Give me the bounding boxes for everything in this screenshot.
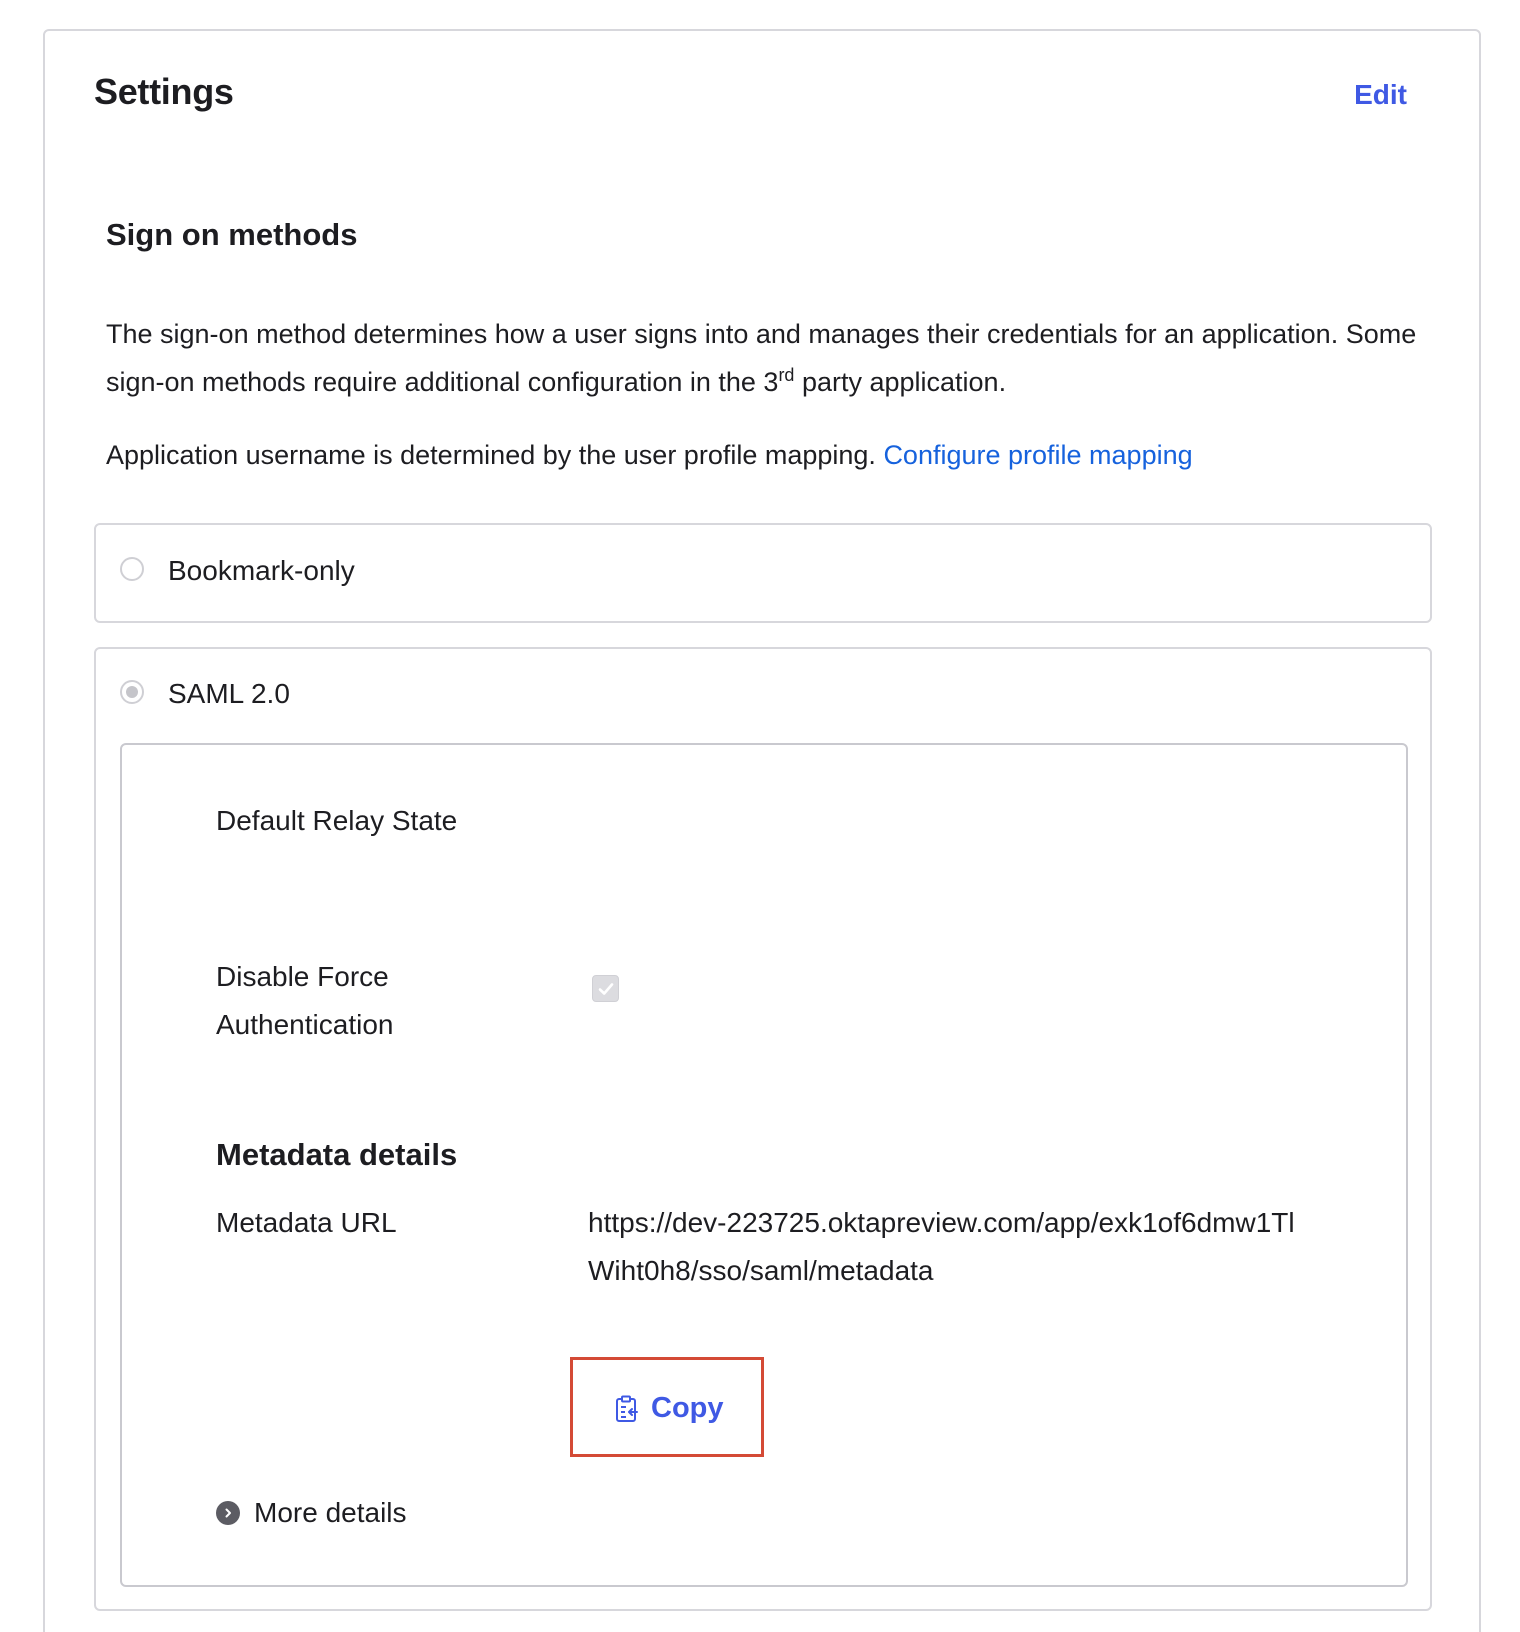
metadata-details-heading: Metadata details	[216, 1137, 458, 1172]
metadata-url-label: Metadata URL	[216, 1207, 397, 1238]
bookmark-only-label: Bookmark-only	[168, 555, 355, 586]
saml-settings-panel	[120, 743, 1408, 1587]
edit-link[interactable]: Edit	[1354, 79, 1407, 110]
settings-title: Settings	[94, 71, 234, 112]
copy-button[interactable]	[615, 1392, 724, 1425]
default-relay-state-label: Default Relay State	[216, 805, 458, 836]
check-icon	[596, 979, 616, 999]
chevron-right-icon	[216, 1501, 240, 1525]
clipboard-copy-icon	[615, 1395, 639, 1423]
sign-on-description: The sign-on method determines how a user signs into and manages their credentials for an application. Some sign-on methods require additional configuration in the 3rd party application.	[106, 319, 1417, 397]
bookmark-only-radio[interactable]	[120, 557, 144, 581]
more-details-label: More details	[254, 1497, 407, 1528]
sign-on-methods-title: Sign on methods	[106, 217, 358, 252]
disable-force-auth-checkbox[interactable]	[592, 975, 619, 1002]
metadata-url-value: https://dev-223725.oktapreview.com/app/exk1of6dmw1TlWiht0h8/sso/saml/metadata	[588, 1207, 1295, 1286]
saml-label: SAML 2.0	[168, 678, 290, 709]
configure-profile-mapping-link[interactable]: Configure profile mapping	[883, 440, 1193, 470]
option-saml	[94, 647, 1432, 1611]
copy-label: Copy	[651, 1392, 724, 1424]
option-bookmark-only[interactable]	[94, 523, 1432, 623]
settings-card	[43, 29, 1481, 1632]
disable-force-auth-label: Disable Force Authentication	[216, 961, 394, 1040]
saml-radio[interactable]	[120, 680, 144, 704]
username-mapping-text: Application username is determined by the user profile mapping. Configure profile mapping	[106, 440, 1193, 470]
copy-highlight-box	[570, 1357, 764, 1457]
more-details-toggle[interactable]	[216, 1497, 407, 1529]
